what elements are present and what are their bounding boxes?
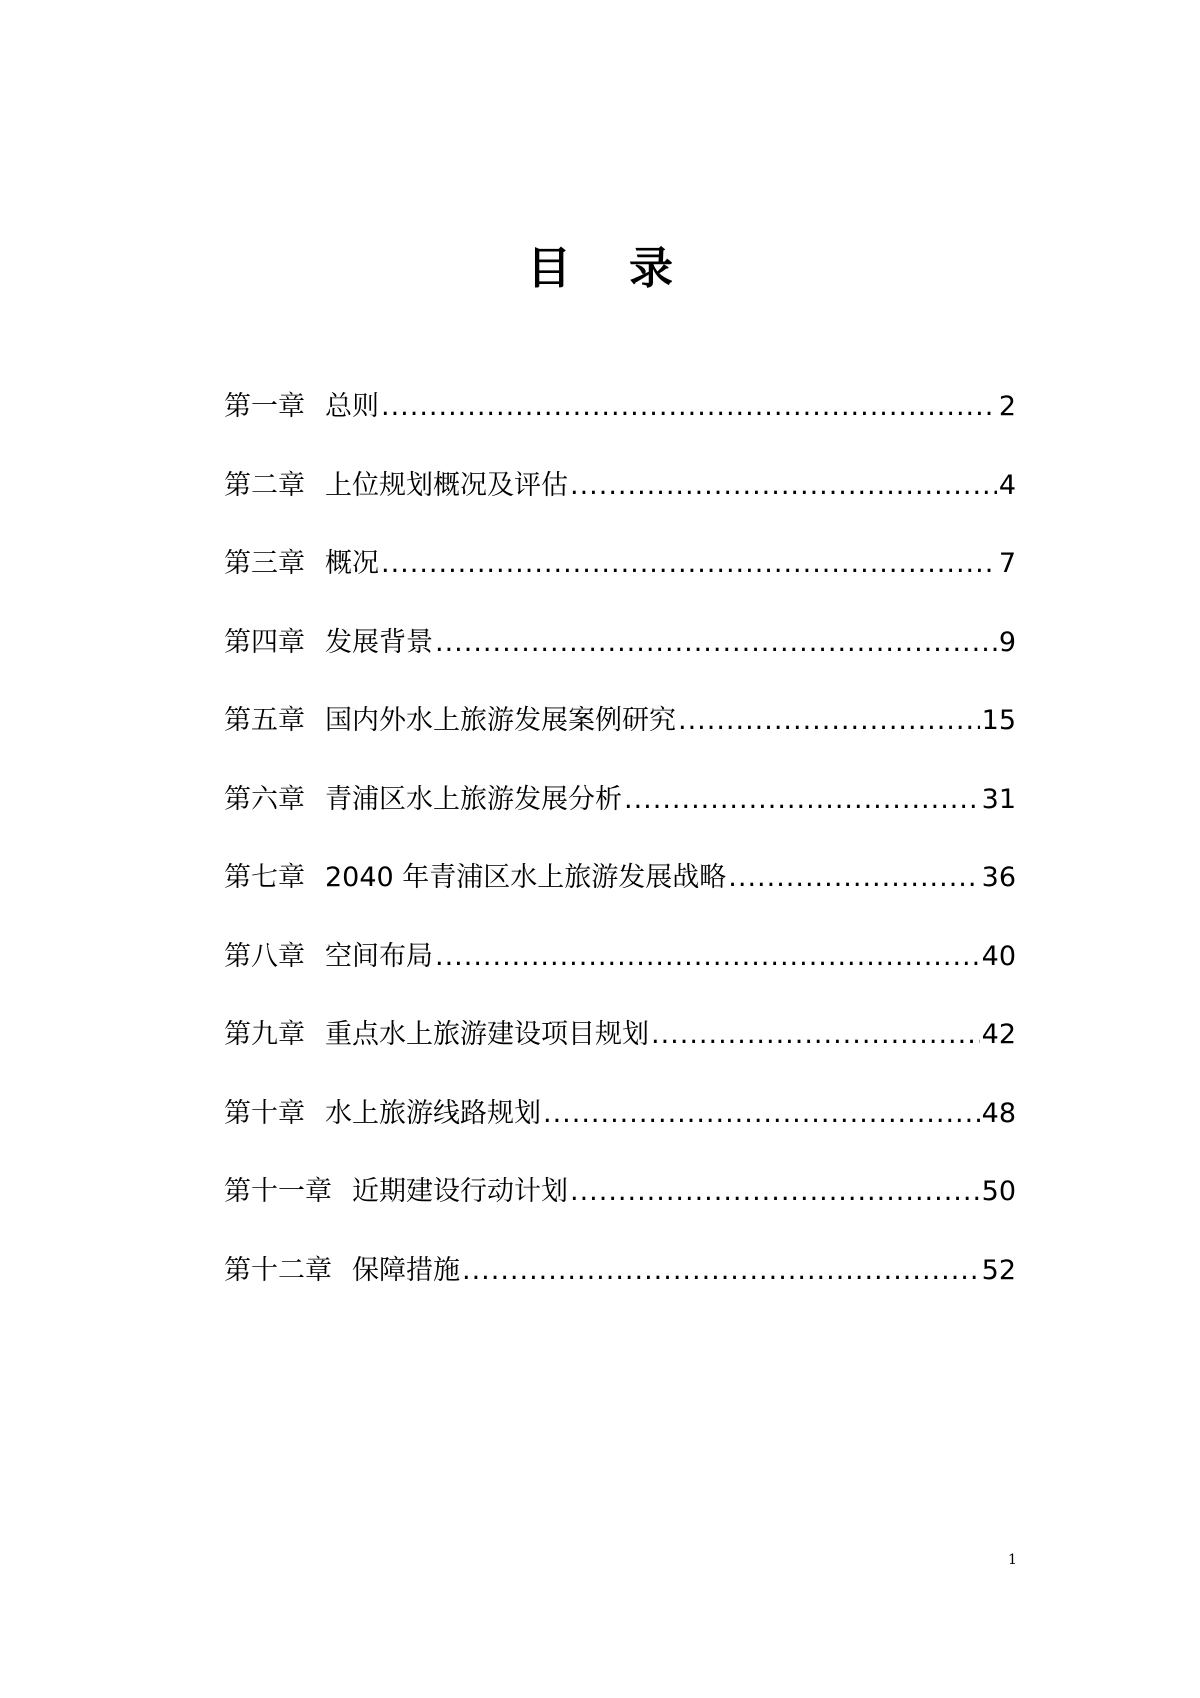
page-ref: 9 [998,626,1016,658]
page-ref: 31 [981,783,1016,815]
dot-leader [570,1176,980,1207]
page-ref: 15 [981,705,1016,736]
chapter-number: 第三章 [224,548,305,579]
chapter-number: 第十章 [224,1097,305,1129]
page-ref: 52 [981,1254,1016,1286]
page-number: 1 [1008,1552,1017,1568]
page-ref: 50 [981,1176,1016,1207]
chapter-title: 上位规划概况及评估 [325,469,568,501]
dot-leader [728,862,979,893]
chapter-title: 总则 [325,391,379,422]
dot-leader [651,1019,980,1050]
chapter-title: 概况 [325,548,379,579]
chapter-title: 重点水上旅游建设项目规划 [325,1019,649,1050]
toc-entry[interactable] [224,1012,1016,1091]
toc-entry[interactable] [224,541,1016,620]
dot-leader [462,1255,980,1286]
page-ref: 4 [998,469,1016,501]
chapter-title: 空间布局 [325,940,433,972]
chapter-number: 第九章 [224,1019,305,1050]
chapter-title: 近期建设行动计划 [352,1176,568,1207]
toc-entry[interactable] [224,620,1016,699]
dot-leader [381,391,997,422]
page-ref: 40 [981,940,1016,972]
page-ref: 36 [981,862,1016,893]
chapter-title: 2040 年青浦区水上旅游发展战略 [325,862,727,893]
chapter-number: 第六章 [224,783,305,815]
chapter-number: 第二章 [224,469,305,501]
chapter-number: 第八章 [224,940,305,972]
toc-entry[interactable] [224,1248,1016,1327]
page-ref: 7 [998,548,1016,579]
page-ref: 42 [981,1019,1016,1050]
chapter-title: 保障措施 [352,1254,460,1286]
toc-entry[interactable] [224,1169,1016,1248]
toc-entry[interactable] [224,698,1016,777]
chapter-number: 第四章 [224,626,305,658]
toc-entry[interactable] [224,463,1016,542]
chapter-title: 水上旅游线路规划 [325,1097,541,1129]
chapter-title: 国内外水上旅游发展案例研究 [325,705,676,736]
chapter-number: 第一章 [224,391,305,422]
chapter-title: 青浦区水上旅游发展分析 [325,783,622,815]
dot-leader [678,705,980,736]
chapter-title: 发展背景 [325,626,433,658]
page-ref: 48 [981,1097,1016,1129]
toc-entry[interactable] [224,1091,1016,1170]
page-ref: 2 [998,391,1016,422]
dot-leader [381,548,997,579]
toc-entry[interactable] [224,777,1016,856]
table-of-contents [224,384,1016,1326]
chapter-number: 第五章 [224,705,305,736]
toc-entry[interactable] [224,384,1016,463]
dot-leader [624,784,980,815]
dot-leader [435,941,980,972]
chapter-number: 第十一章 [224,1176,332,1207]
chapter-number: 第七章 [224,862,305,893]
toc-entry[interactable] [224,855,1016,934]
toc-entry[interactable] [224,934,1016,1013]
dot-leader [543,1098,980,1129]
page-title: 目录 [527,243,731,294]
dot-leader [435,627,997,658]
dot-leader [570,470,997,501]
chapter-number: 第十二章 [224,1254,332,1286]
